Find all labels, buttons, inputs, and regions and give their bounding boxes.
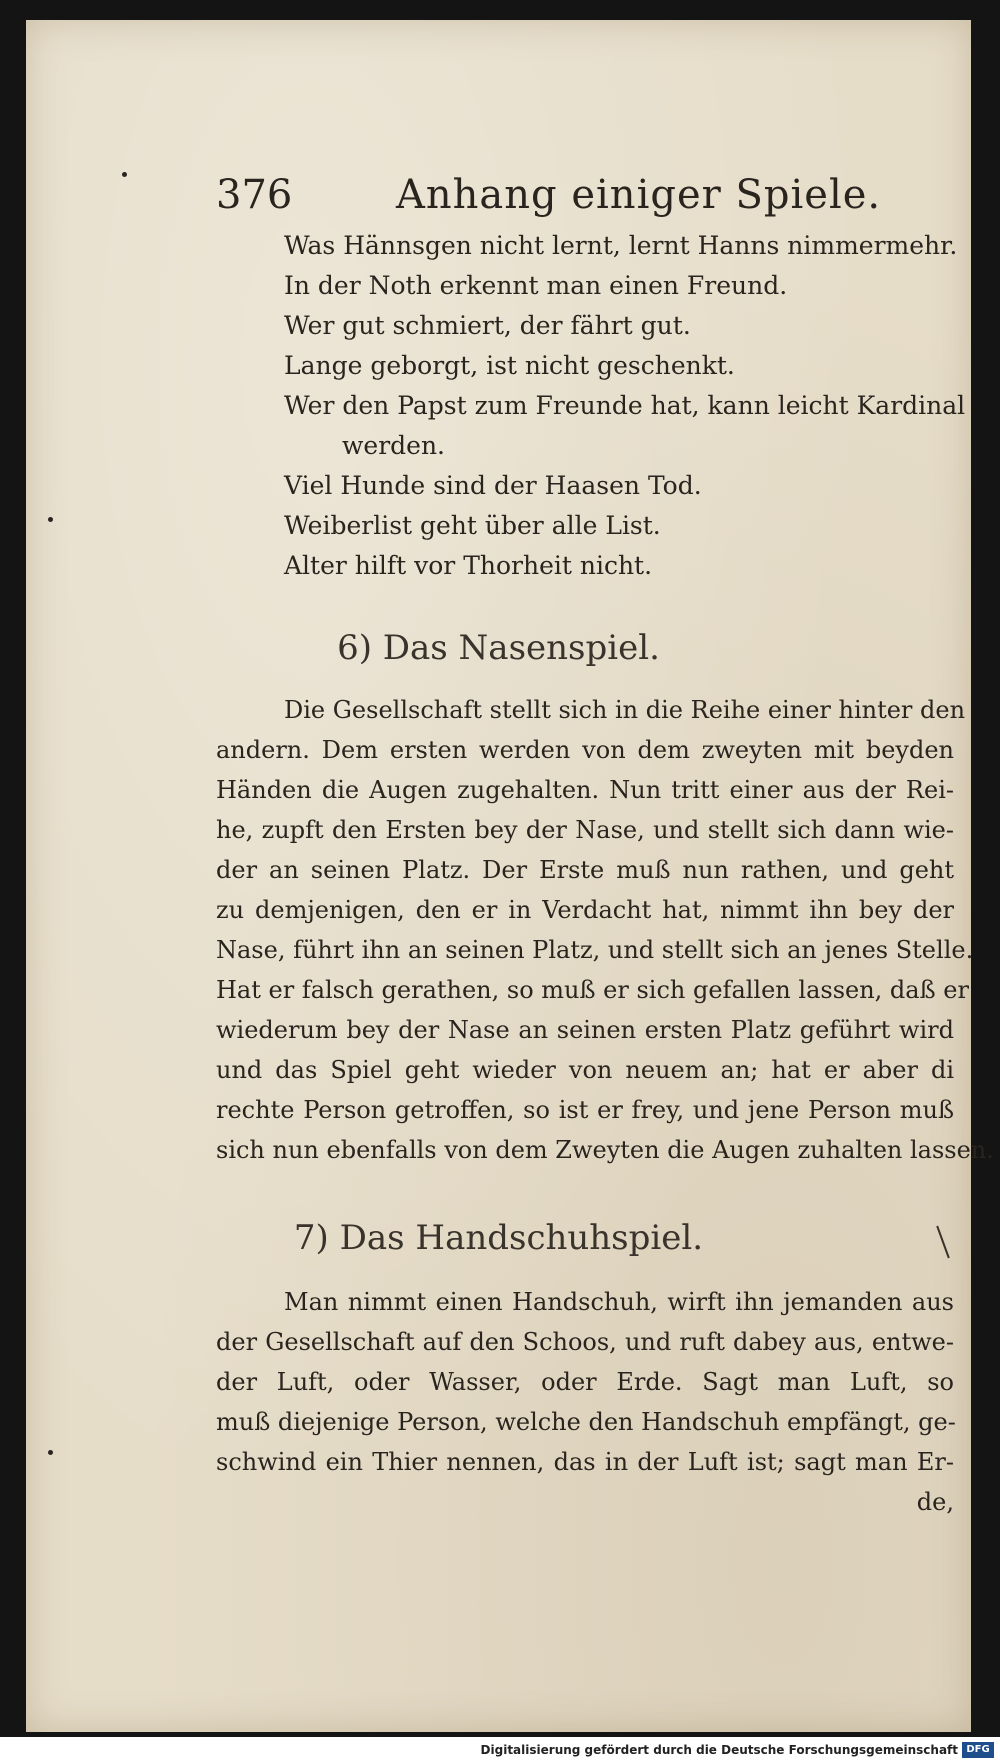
- ink-speck: [48, 1450, 53, 1455]
- proverb-line: Wer den Papst zum Freunde hat, kann leicht Kardinal: [284, 391, 966, 420]
- paragraph-line: de,: [916, 1488, 954, 1516]
- section-heading-handschuhspiel: 7) Das Handschuhspiel.: [293, 1218, 704, 1258]
- paragraph-line: he, zupft den Ersten bey der Nase, und stellt sich dann wie-: [216, 816, 954, 844]
- proverb-line: Weiberlist geht über alle List.: [284, 511, 661, 540]
- paragraph-line: Hat er falsch gerathen, so muß er sich gefallen lassen, daß er: [216, 976, 969, 1004]
- proverb-line: Lange geborgt, ist nicht geschenkt.: [284, 351, 735, 380]
- paragraph-line: sich nun ebenfalls von dem Zweyten die Augen zuhalten lassen.: [216, 1136, 994, 1164]
- proverb-line: Wer gut schmiert, der fährt gut.: [284, 311, 691, 340]
- page-header: [26, 172, 971, 232]
- dfg-logo: DFG: [962, 1742, 994, 1758]
- paragraph-line: der Gesellschaft auf den Schoos, und ruft dabey aus, entwe-: [216, 1328, 954, 1356]
- paragraph-line: und das Spiel geht wieder von neuem an; hat er aber di: [216, 1056, 954, 1084]
- paragraph-line: Die Gesellschaft stellt sich in die Reihe einer hinter den: [284, 696, 966, 724]
- digitization-footer: [0, 1737, 1000, 1761]
- ink-speck: [48, 517, 53, 522]
- paragraph-line: Nase, führt ihn an seinen Platz, und stellt sich an jenes Stelle.: [216, 936, 974, 964]
- footer-credit: Digitalisierung gefördert durch die Deutsche Forschungsgemeinschaft: [480, 1743, 958, 1757]
- paragraph-line: der an seinen Platz. Der Erste muß nun rathen, und geht: [216, 856, 954, 884]
- paragraph-line: schwind ein Thier nennen, das in der Luft ist; sagt man Er-: [216, 1448, 954, 1476]
- running-title: Anhang einiger Spiele.: [396, 172, 882, 218]
- proverb-line: Was Hännsgen nicht lernt, lernt Hanns nimmermehr.: [284, 231, 958, 260]
- paragraph-line: Händen die Augen zugehalten. Nun tritt einer aus der Rei-: [216, 776, 954, 804]
- page-number: 376: [216, 172, 293, 218]
- proverb-line: In der Noth erkennt man einen Freund.: [284, 271, 788, 300]
- proverb-line: Alter hilft vor Thorheit nicht.: [284, 551, 653, 580]
- paragraph-line: muß diejenige Person, welche den Handschuh empfängt, ge-: [216, 1408, 956, 1436]
- paragraph-line: rechte Person getroffen, so ist er frey, und jene Person muß: [216, 1096, 954, 1124]
- section-heading-nasenspiel: 6) Das Nasenspiel.: [337, 628, 660, 668]
- paragraph-line: wiederum bey der Nase an seinen ersten Platz geführt wird: [216, 1016, 954, 1044]
- book-page: [26, 20, 994, 1732]
- paragraph-line: Man nimmt einen Handschuh, wirft ihn jemanden aus: [284, 1288, 954, 1316]
- proverb-line: Viel Hunde sind der Haasen Tod.: [284, 471, 702, 500]
- proverb-line-continuation: werden.: [342, 431, 445, 460]
- paragraph-line: der Luft, oder Wasser, oder Erde. Sagt man Luft, so: [216, 1368, 954, 1396]
- paragraph-line: andern. Dem ersten werden von dem zweyten mit beyden: [216, 736, 954, 764]
- paragraph-line: zu demjenigen, den er in Verdacht hat, nimmt ihn bey der: [216, 896, 954, 924]
